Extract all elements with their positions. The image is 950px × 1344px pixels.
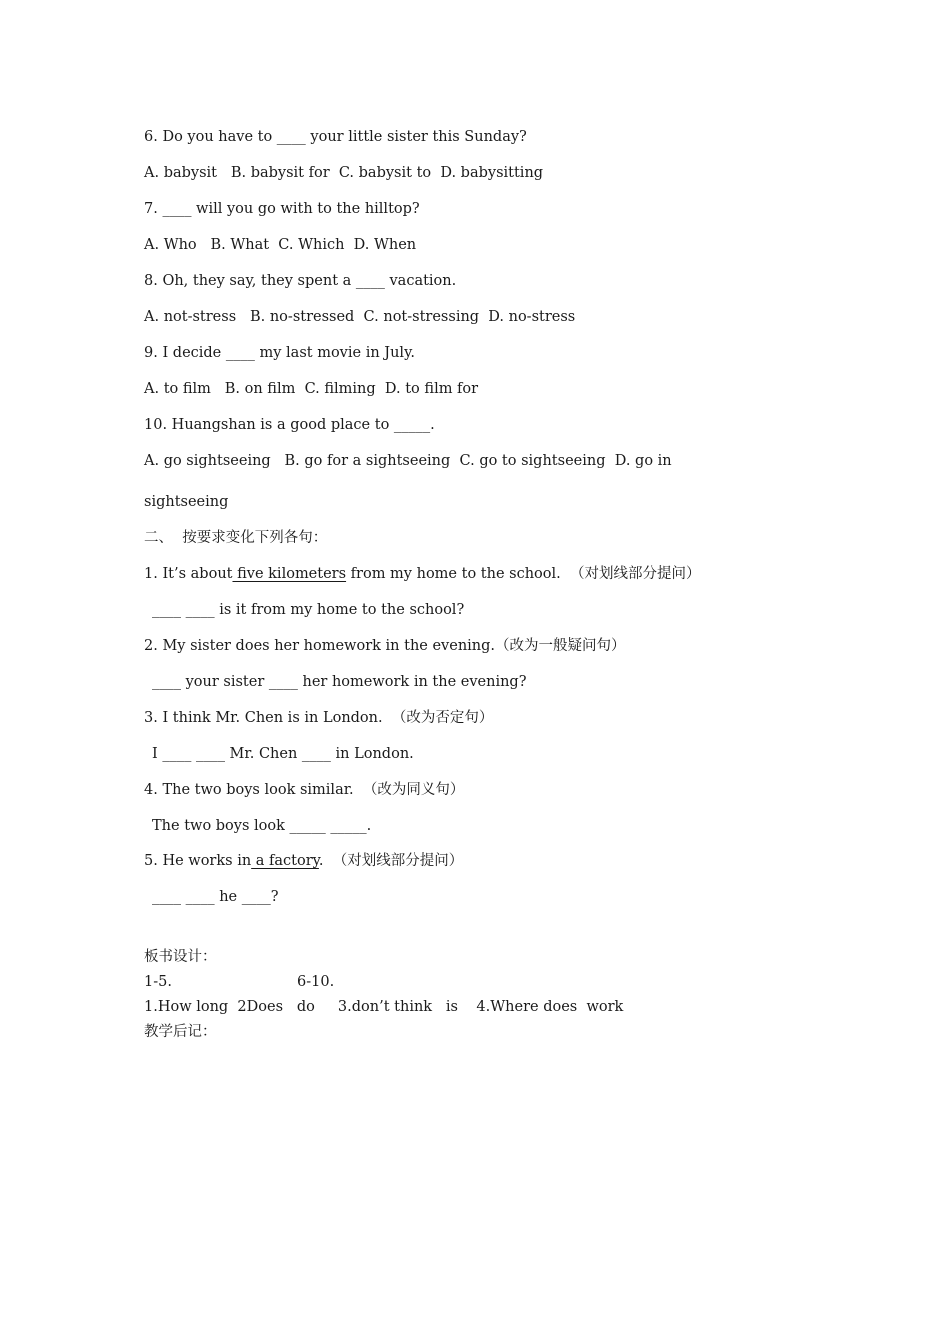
question-7: 7. ____ will you go with to the hilltop? (144, 201, 420, 217)
transform-answer-5: ____ ____ he ____? (152, 889, 279, 905)
board-row-1-a: 1-5. (144, 974, 172, 990)
question-10-options: A. go sightseeing B. go for a sightseeing C. go to sightseeing D. go in (144, 453, 672, 469)
question-10: 10. Huangshan is a good place to _____. (144, 417, 435, 433)
item-5-pre: 5. He works in (144, 853, 252, 869)
section-2-heading: 二、 按要求变化下列各句： (144, 530, 328, 546)
transform-item-1 (144, 564, 700, 584)
item-5-post: . （对划线部分提问） (318, 853, 464, 869)
transform-item-4: 4. The two boys look similar. （改为同义句） (144, 782, 465, 798)
question-6-options: A. babysit B. babysit for C. babysit to D. babysitting (144, 165, 544, 181)
question-9-options: A. to film B. on film C. filming D. to film for (144, 381, 479, 397)
item-1-underlined: five kilometers (232, 566, 347, 582)
transform-answer-4: The two boys look _____ _____. (152, 818, 372, 834)
transform-answer-2: ____ your sister ____ her homework in the evening? (152, 674, 527, 690)
transform-answer-1: ____ ____ is it from my home to the school? (152, 602, 465, 618)
item-5-underlined: a factory (251, 853, 319, 869)
teaching-notes-heading: 教学后记： (144, 1024, 217, 1040)
transform-item-2: 2. My sister does her homework in the evening.（改为一般疑问句） (144, 638, 626, 654)
question-6: 6. Do you have to ____ your little sister this Sunday? (144, 129, 527, 145)
board-row-1-b: 6-10. (297, 974, 335, 990)
transform-item-3: 3. I think Mr. Chen is in London. （改为否定句） (144, 710, 494, 726)
question-8: 8. Oh, they say, they spent a ____ vacation. (144, 273, 457, 289)
transform-item-5 (144, 851, 463, 871)
item-1-post: from my home to the school. （对划线部分提问） (346, 566, 701, 582)
board-row-2: 1.How long 2Does do 3.don’t think is 4.Where does work (144, 999, 624, 1015)
transform-answer-3: I ____ ____ Mr. Chen ____ in London. (152, 746, 414, 762)
question-8-options: A. not-stress B. no-stressed C. not-stressing D. no-stress (144, 309, 576, 325)
question-10-options-cont: sightseeing (144, 494, 229, 510)
board-heading: 板书设计： (144, 949, 217, 965)
item-1-pre: 1. It’s about (144, 566, 233, 582)
question-7-options: A. Who B. What C. Which D. When (144, 237, 417, 253)
question-9: 9. I decide ____ my last movie in July. (144, 345, 415, 361)
